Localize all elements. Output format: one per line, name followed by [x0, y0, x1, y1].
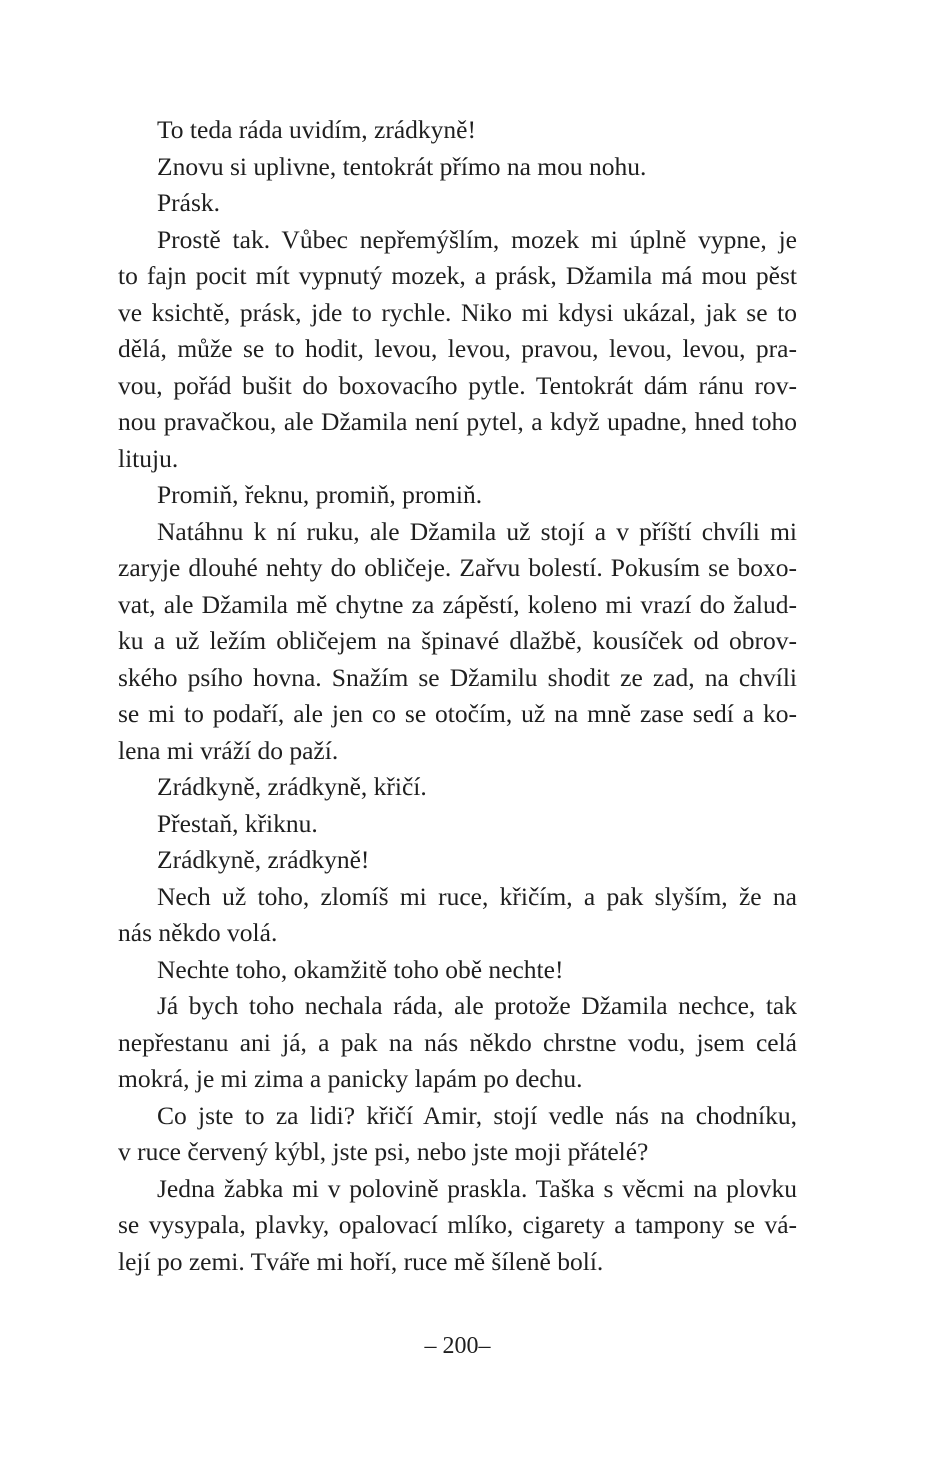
text-line: To teda ráda uvidím, zrádkyně! [157, 115, 476, 144]
text-line: Co jste to za lidi? křičí Amir, stojí vedle nás na chodníku, [157, 1100, 797, 1130]
text-line: Prásk. [157, 188, 221, 217]
text-line: Zrádkyně, zrádkyně, křičí. [157, 772, 427, 801]
text-line: ve ksichtě, prásk, jde to rychle. Niko mi kdysi ukázal, jak se to [118, 297, 797, 327]
text-line: Nechte toho, okamžitě toho obě nechte! [157, 954, 564, 984]
text-line: to fajn pocit mít vypnutý mozek, a prásk, Džamila má mou pěst [118, 261, 797, 290]
text-line: ského psího hovna. Snažím se Džamilu shodit ze zad, na chvíli [118, 662, 797, 692]
page-number: – 200– [424, 1333, 491, 1359]
text-line: Jedna žabka mi v polovině praskla. Taška s věcmi na plovku [157, 1173, 797, 1203]
text-line: Já bych toho nechala ráda, ale protože Džamila nechce, tak [157, 991, 797, 1020]
text-line: v ruce červený kýbl, jste psi, nebo jste moji přátelé? [118, 1137, 649, 1166]
text-line: Nech už toho, zlomíš mi ruce, křičím, a pak slyším, že na [157, 881, 797, 911]
text-line: lituju. [118, 443, 179, 473]
text-line: se vysypala, plavky, opalovací mlíko, cigarety a tampony se vá- [118, 1210, 797, 1239]
text-line: Promiň, řeknu, promiň, promiň. [157, 480, 483, 509]
text-line: mokrá, je mi zima a panicky lapám po dechu. [118, 1064, 583, 1093]
text-line: dělá, může se to hodit, levou, levou, pravou, levou, levou, pra- [118, 334, 797, 363]
text-line: Zrádkyně, zrádkyně! [157, 845, 370, 874]
text-line: ku a už ležím obličejem na špinavé dlažbě, kousíček od obrov- [118, 626, 797, 655]
text-line: vat, ale Džamila mě chytne za zápěstí, koleno mi vrazí do žalud- [118, 589, 797, 619]
text-line: nás někdo volá. [118, 918, 278, 947]
text-line: nepřestanu ani já, a pak na nás někdo chrstne vodu, jsem celá [118, 1027, 797, 1057]
text-line: Znovu si uplivne, tentokrát přímo na mou nohu. [157, 151, 647, 181]
text-line: Přestaň, křiknu. [157, 808, 318, 838]
text-line: nou pravačkou, ale Džamila není pytel, a když upadne, hned toho [118, 407, 797, 436]
text-line: vou, pořád bušit do boxovacího pytle. Tentokrát dám ránu rov- [118, 370, 797, 400]
page-text [118, 112, 797, 1280]
text-line: se mi to podaří, ale jen co se otočím, už na mně zase sedí a ko- [118, 699, 797, 728]
text-line: lena mi vráží do paží. [118, 735, 339, 765]
text-line: lejí po zemi. Tváře mi hoří, ruce mě šíleně bolí. [118, 1246, 604, 1276]
text-line: Natáhnu k ní ruku, ale Džamila už stojí a v příští chvíli mi [157, 516, 797, 546]
text-line: Prostě tak. Vůbec nepřemýšlím, mozek mi úplně vypne, je [157, 224, 797, 254]
text-line: zaryje dlouhé nehty do obličeje. Zařvu bolestí. Pokusím se boxo- [118, 553, 797, 582]
